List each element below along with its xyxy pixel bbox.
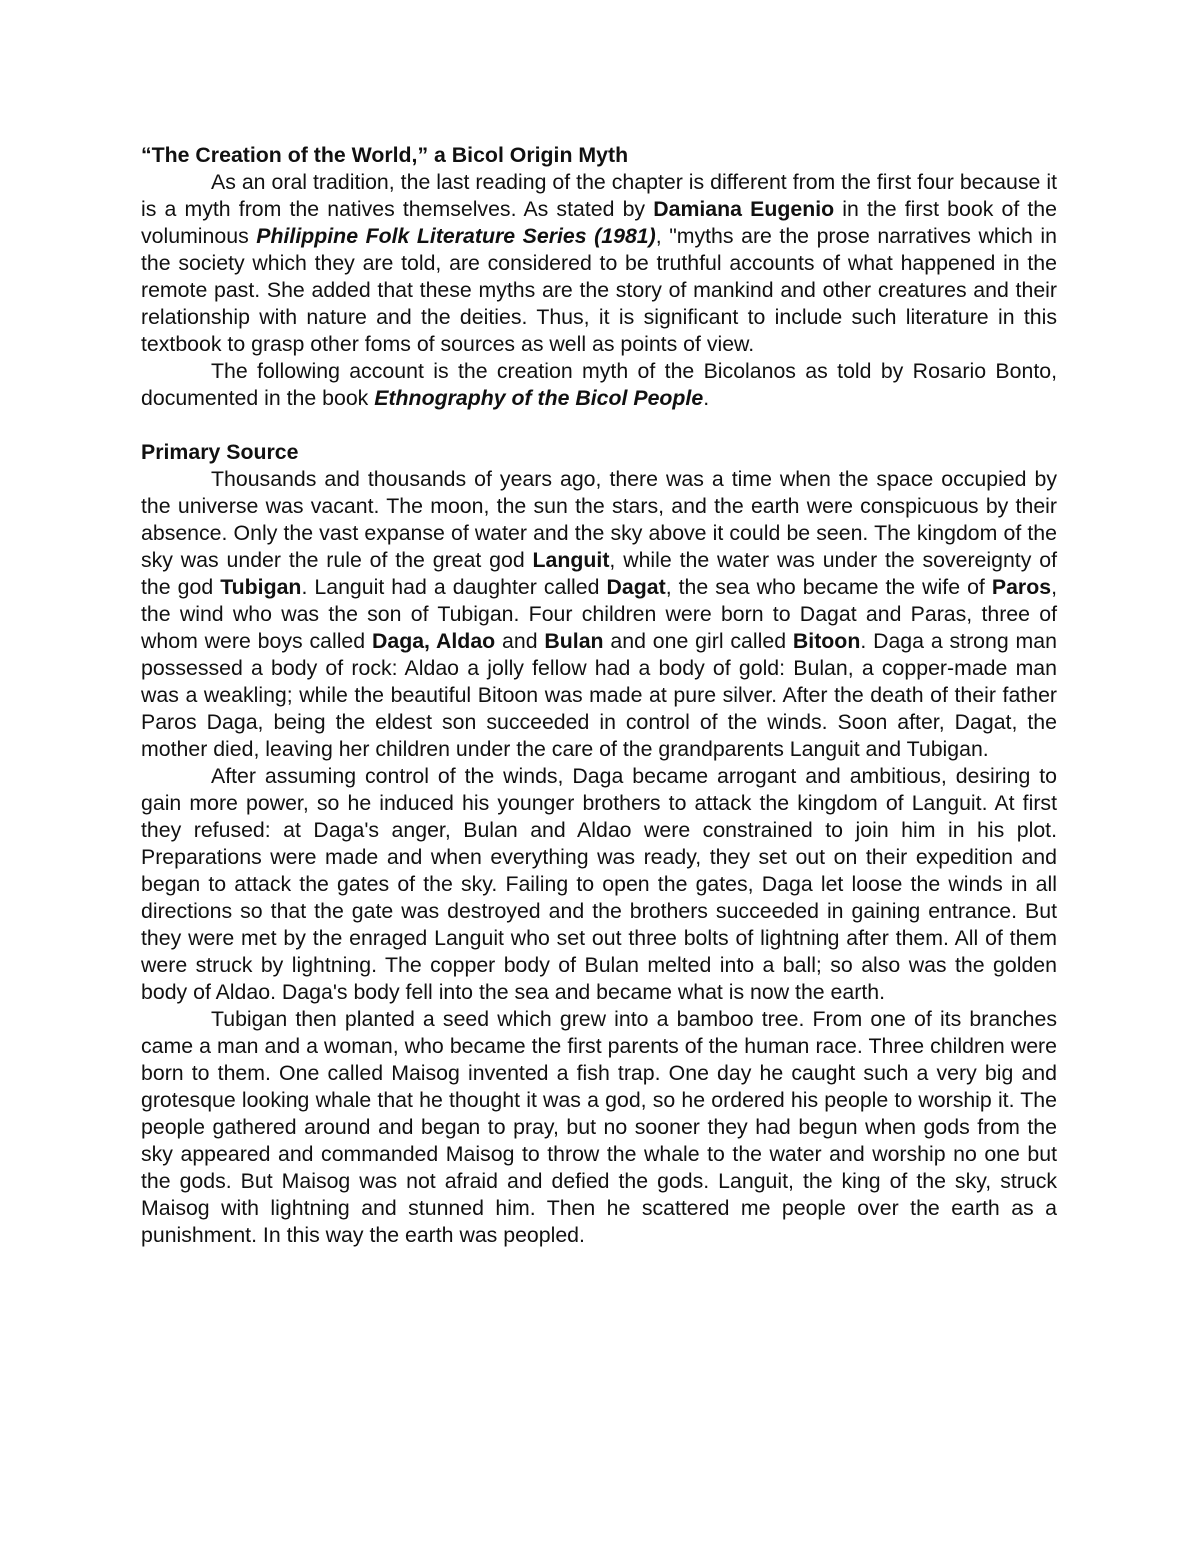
text-run: . Daga a strong man possessed a body of rock: Aldao a jolly fellow had a body of gold: Bulan, a copper-made man was a weakling; while the beautiful Bitoon was made at pure silver. After the death of their father Paros Daga, being the eldest son succeeded in control of the winds. Soon after, Dagat, the mother died, leaving her children under the care of the grandparents Languit and Tubigan. [141,629,1057,761]
intro-paragraph-1 [141,169,1057,358]
text-run: . Languit had a daughter called [301,575,607,599]
primary-paragraph-1 [141,466,1057,763]
document-title: “The Creation of the World,” a Bicol Origin Myth [141,143,629,167]
name-bulan: Bulan [544,629,604,653]
name-bitoon: Bitoon [792,629,861,653]
text-run: As an oral tradition, the last reading of the chapter is different from the first four because it is a myth from the natives themselves. As stated by [141,170,1057,221]
author-name: Damiana Eugenio [653,197,835,221]
primary-paragraph-3: Tubigan then planted a seed which grew into a bamboo tree. From one of its branches came a man and a woman, who became the first parents of the human race. Three children were born to them. One called Maisog invented a fish trap. One day he caught such a very big and grotesque looking whale that he thought it was a god, so he ordered his people to worship it. The people gathered around and began to pray, but no sooner they had begun when gods from the sky appeared and commanded Maisog to throw the whale to the water and worship no one but the gods. But Maisog was not afraid and defied the gods. Languit, the king of the sky, struck Maisog with lightning and stunned him. Then he scattered me people over the earth as a punishment. In this way the earth was peopled. [141,1007,1057,1247]
text-run: Thousands and thousands of years ago, there was a time when the space occupied by the universe was vacant. The moon, the sun the stars, and the earth were conspicuous by their absence. Only the vast expanse of water and the sky above it could be seen. The kingdom of the sky was under the rule of the great god [141,467,1057,572]
section-heading-primary-source: Primary Source [141,440,299,464]
text-run: The following account is the creation myth of the Bicolanos as told by Rosario Bonto, documented in the book [141,359,1057,410]
text-run: , "myths are the prose narratives which in the society which they are told, are considered to be truthful accounts of what happened in the remote past. She added that these myths are the story of mankind and other creatures and their relationship with nature and the deities. Thus, it is significant to include such literature in this textbook to grasp other foms of sources as well as points of view. [141,224,1058,356]
paragraph-gap [141,412,1057,439]
intro-paragraph-2 [141,358,1057,412]
document-page [141,142,1057,1249]
name-daga-aldao: Daga, Aldao [371,629,496,653]
name-tubigan: Tubigan [220,575,302,599]
book-title: Ethnography of the Bicol People [374,386,704,410]
name-paros: Paros [991,575,1052,599]
primary-paragraph-2: After assuming control of the winds, Daga became arrogant and ambitious, desiring to gain more power, so he induced his younger brothers to attack the kingdom of Languit. At first they refused: at Daga's anger, Bulan and Aldao were constrained to join him in his plot. Preparations were made and when everything was ready, they set out on their expedition and began to attack the gates of the sky. Failing to open the gates, Daga let loose the winds in all directions so that the gate was destroyed and the brothers succeeded in gaining entrance. But they were met by the enraged Languit who set out three bolts of lightning after them. All of them were struck by lightning. The copper body of Bulan melted into a ball; so also was the golden body of Aldao. Daga's body fell into the sea and became what is now the earth. [141,764,1057,1004]
text-run: and [495,629,545,653]
text-run: in the first book of the voluminous [141,197,1057,248]
text-run: , the sea who became the wife of [665,575,992,599]
text-run: . [703,386,710,410]
text-run: , while the water was under the sovereignty of the god [141,548,1057,599]
name-languit: Languit [532,548,610,572]
text-run: and one girl called [603,629,793,653]
series-title: Philippine Folk Literature Series (1981) [256,224,656,248]
name-dagat: Dagat [606,575,666,599]
text-run: , the wind who was the son of Tubigan. Four children were born to Dagat and Paras, three of whom were boys called [141,575,1057,653]
